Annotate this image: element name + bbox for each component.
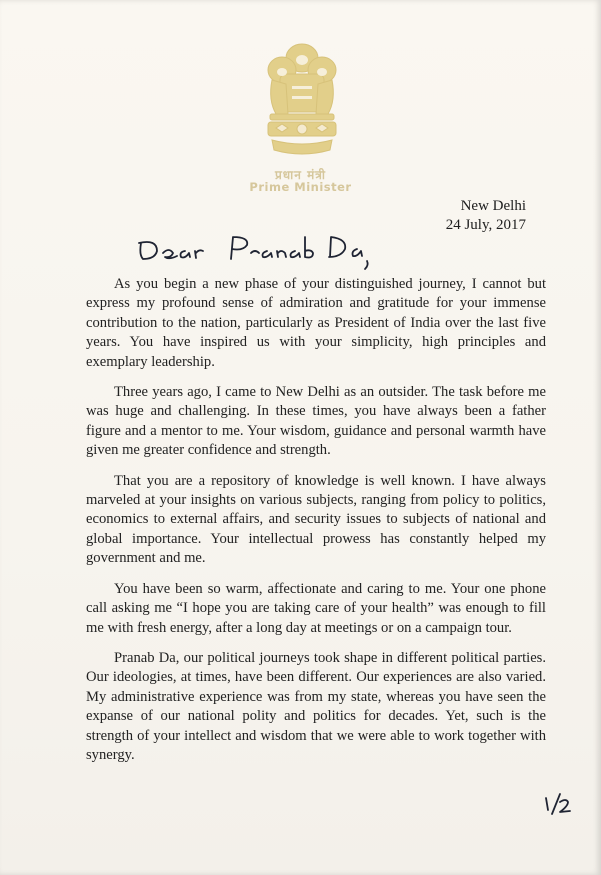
page-number-handwritten bbox=[540, 790, 580, 820]
national-emblem-icon bbox=[258, 40, 346, 170]
paragraph-2: Three years ago, I came to New Delhi as an outsider. The task before me was huge and challenging. In these times, you have always been a father figure and a mentor to me. Your wisdom, guidance and personal warmth have given me greater confidence and strength. bbox=[86, 384, 546, 459]
letter-location: New Delhi bbox=[460, 198, 526, 214]
paragraph-1: As you begin a new phase of your distinguished journey, I cannot but express my profound sense of admiration and gratitude for your immense contribution to the nation, particularly as President of India over the last five years. You have inspired us with your simplicity, high principles and exemplary leadership. bbox=[86, 276, 546, 370]
letterhead-hindi-title: प्रधान मंत्री bbox=[274, 168, 327, 182]
handwritten-salutation bbox=[135, 225, 375, 275]
paragraph-5: Pranab Da, our political journeys took shape in different political parties. Our ideologies, at times, have been different. Our experiences are also varied. My administrative experience was from my state, whereas you have seen the expanse of our national polity and politics for decades. Yet, such is the strength of your intellect and wisdom that we were able to work together with synergy. bbox=[86, 649, 546, 763]
paragraph-4: You have been so warm, affectionate and caring to me. Your one phone call asking me “I hope you are taking care of your health” was enough to fill me with fresh energy, after a long day at meetings or on a campaign tour. bbox=[86, 580, 546, 636]
letter-body bbox=[86, 275, 546, 776]
letter-date: 24 July, 2017 bbox=[445, 217, 526, 233]
paragraph-3: That you are a repository of knowledge is well known. I have always marveled at your insights on various subjects, ranging from policy to politics, economics to external affairs, and security issues to subjects of national and global importance. Your intellectual prowess has constantly helped my government and me. bbox=[86, 472, 546, 567]
letterhead-title: Prime Minister bbox=[249, 180, 352, 194]
